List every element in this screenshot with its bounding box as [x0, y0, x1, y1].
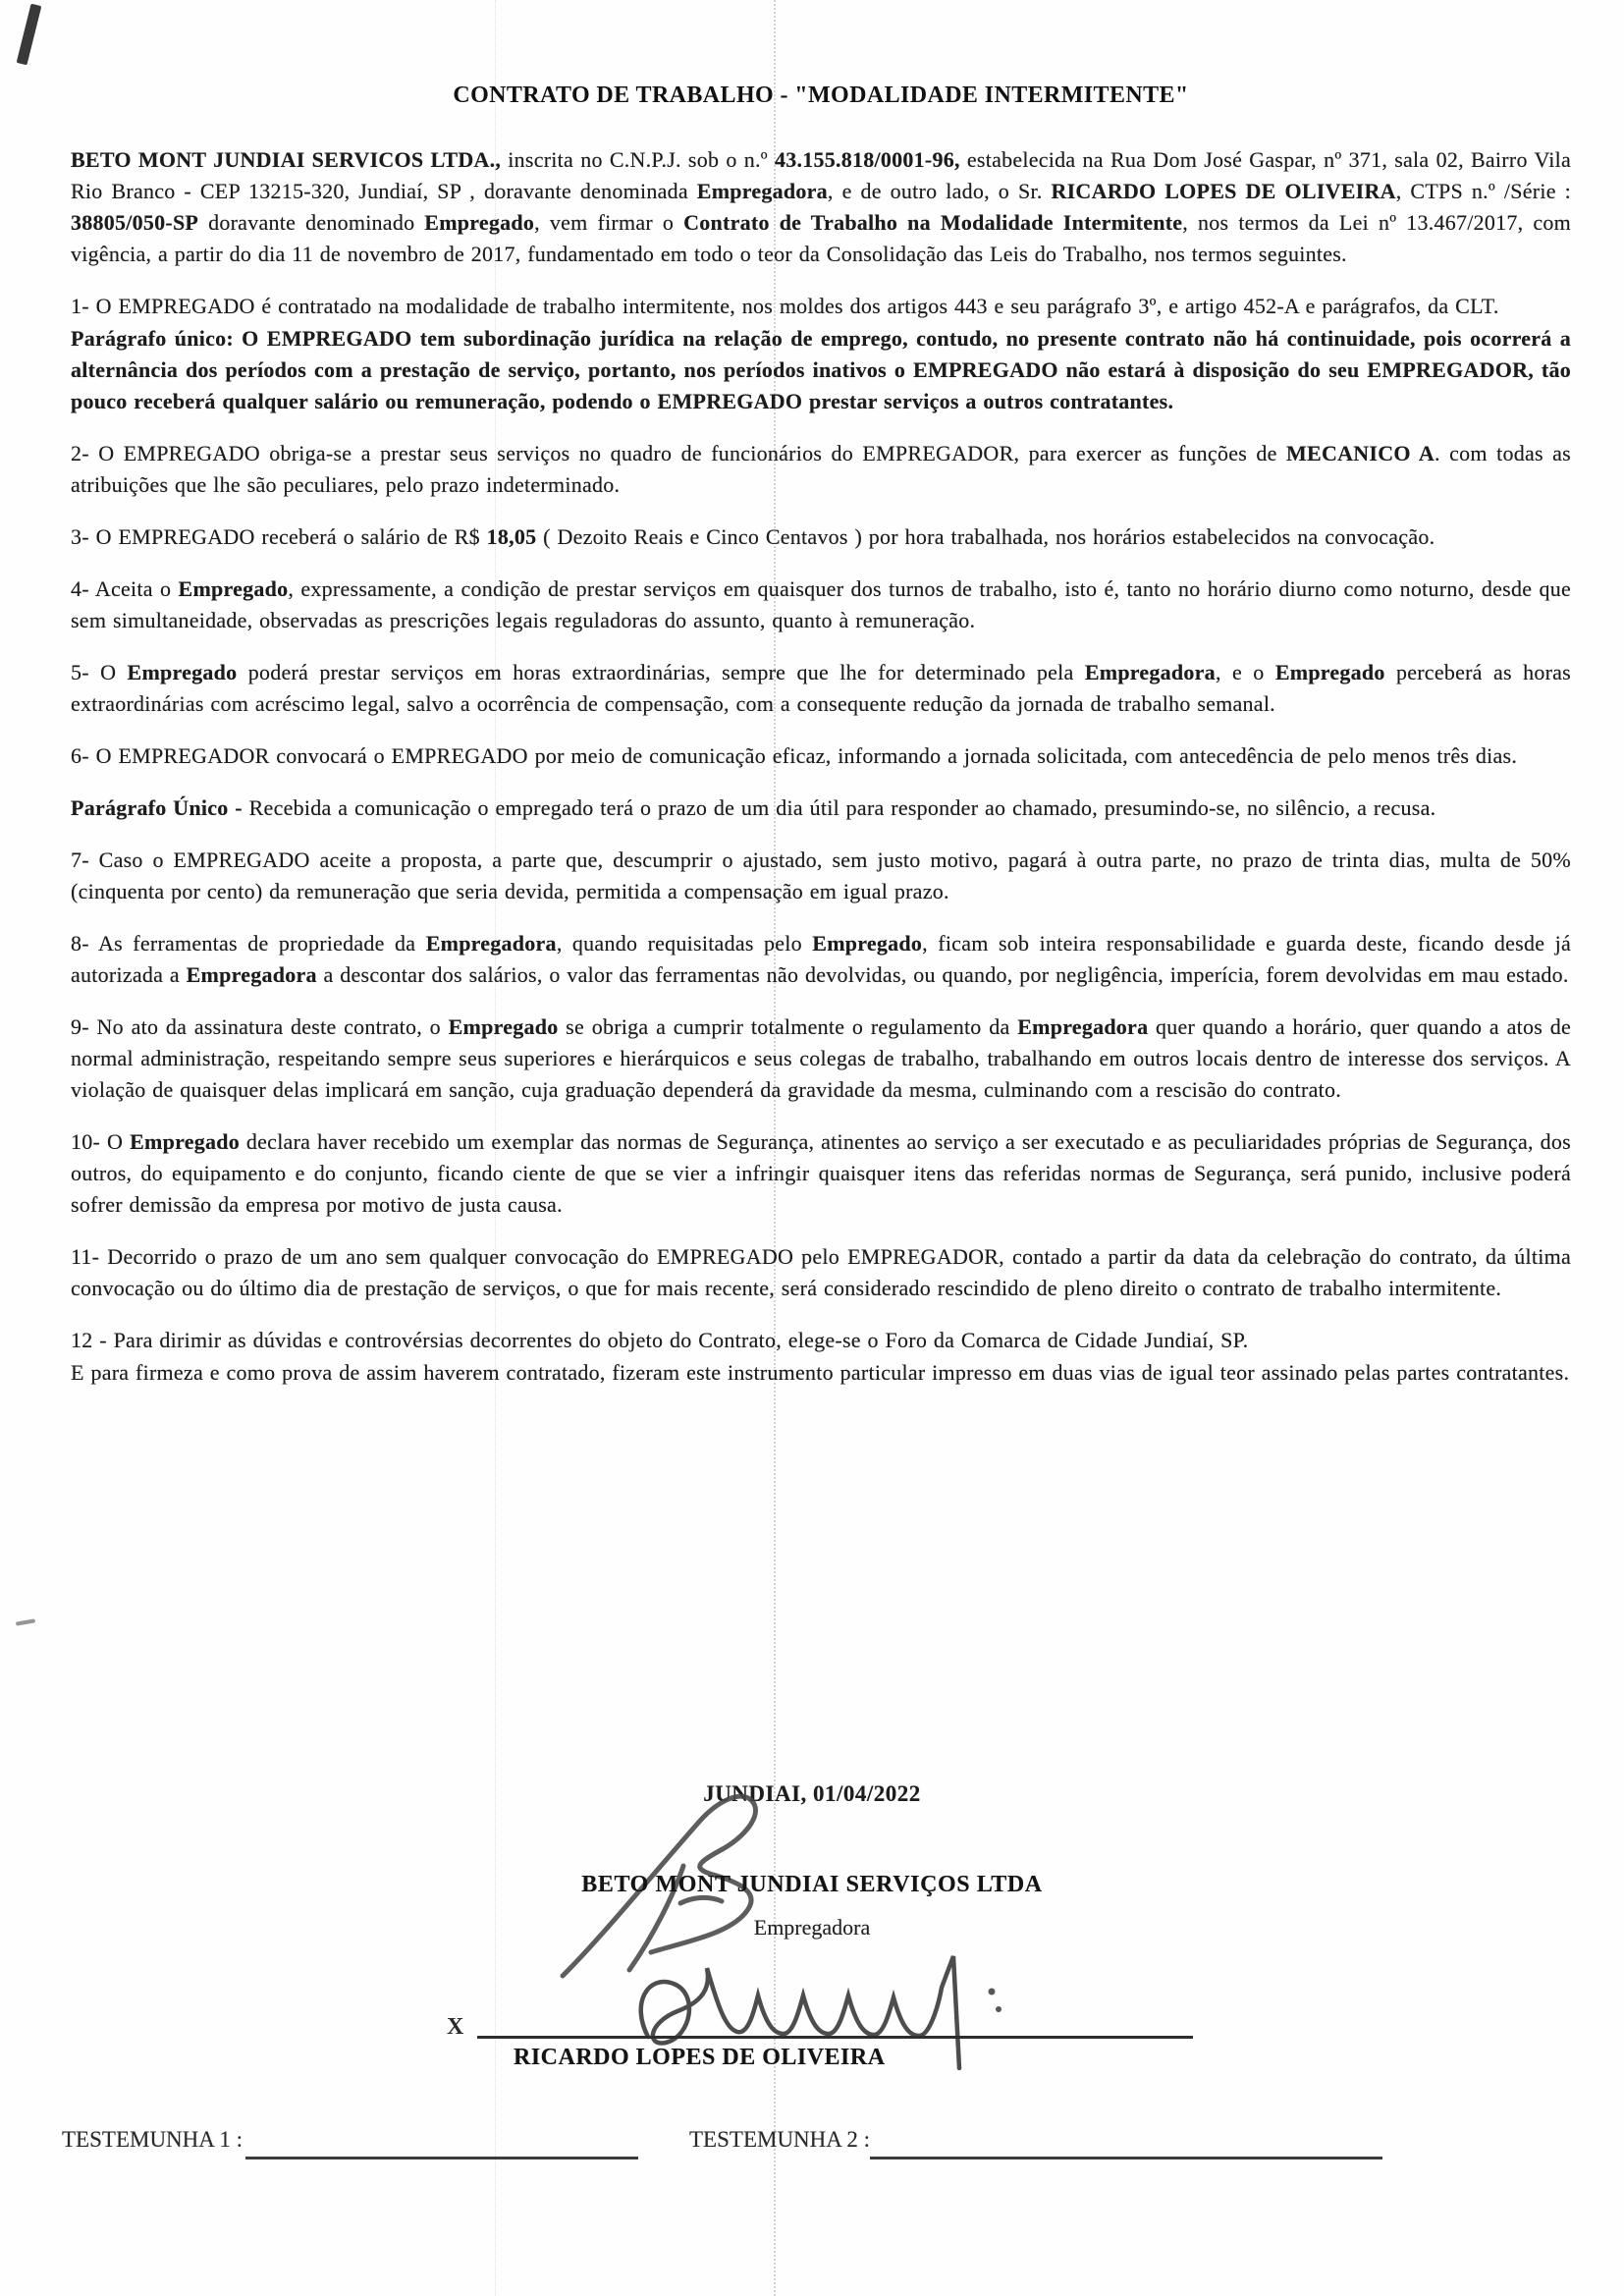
contract-body	[71, 82, 1571, 1389]
witness-2-line	[870, 2121, 1382, 2159]
witness-2-label: TESTEMUNHA 2 :	[689, 2127, 870, 2152]
clause-7: 7- Caso o EMPREGADO aceite a proposta, a parte que, descumprir o ajustado, sem justo motivo, pagará à outra parte, no prazo de trinta dias, multa de 50% (cinquenta por cento) da remuneração que seria devida, permitida a compensação em igual prazo.	[71, 847, 1571, 903]
clause-6-sole-paragraph: Parágrafo Único - Recebida a comunicação o empregado terá o prazo de um dia útil para responder ao chamado, presumindo-se, no silêncio, a recusa.	[71, 795, 1436, 820]
clause-8: 8- As ferramentas de propriedade da Empregadora, quando requisitadas pelo Empregado, ficam sob inteira responsabilidade e guarda deste, ficando desde já autorizada a Empregadora a descontar dos salários, o valor das ferramentas não devolvidas, ou quando, por negligência, imperícia, forem devolvidas em mau estado.	[71, 931, 1571, 987]
scan-artifact-margin-dash	[16, 1618, 35, 1625]
clause-3: 3- O EMPREGADO receberá o salário de R$ 18,05 ( Dezoito Reais e Cinco Centavos ) por hora trabalhada, nos horários estabelecidos na convocação.	[71, 524, 1435, 549]
scan-artifact-top-left	[17, 4, 42, 66]
witness-1-line	[245, 2121, 638, 2159]
clause-1-sole-paragraph: Parágrafo único: O EMPREGADO tem subordinação jurídica na relação de emprego, contudo, no presente contrato não há continuidade, pois ocorrerá a alternância dos períodos com a prestação de serviço, portanto, nos períodos inativos o EMPREGADO não estará à disposição do seu EMPREGADOR, tão pouco receberá qualquer salário ou remuneração, podendo o EMPREGADO prestar serviços a outros contratantes.	[71, 326, 1571, 413]
clause-12: 12 - Para dirimir as dúvidas e controvérsias decorrentes do objeto do Contrato, elege-se o Foro da Comarca de Cidade Jundiaí, SP.	[71, 1328, 1249, 1352]
witness-1-label: TESTEMUNHA 1 :	[62, 2127, 243, 2152]
date-line: JUNDIAI, 01/04/2022	[703, 1781, 921, 1806]
closing-statement: E para firmeza e como prova de assim haverem contratado, fizeram este instrumento particular impresso em duas vias de igual teor assinado pelas partes contratantes.	[71, 1360, 1570, 1385]
clause-2: 2- O EMPREGADO obriga-se a prestar seus serviços no quadro de funcionários do EMPREGADOR, para exercer as funções de MECANICO A. com todas as atribuições que lhe são peculiares, pelo prazo indeterminado.	[71, 441, 1571, 497]
contract-intro: BETO MONT JUNDIAI SERVICOS LTDA., inscrita no C.N.P.J. sob o n.º 43.155.818/0001-96, estabelecida na Rua Dom José Gaspar, nº 371, sala 02, Bairro Vila Rio Branco - CEP 13215-320, Jundiaí, SP , doravante denominada Empregadora, e de outro lado, o Sr. RICARDO LOPES DE OLIVEIRA, CTPS n.º /Série : 38805/050-SP doravante denominado Empregado, vem firmar o Contrato de Trabalho na Modalidade Intermitente, nos termos da Lei nº 13.467/2017, com vigência, a partir do dia 11 de novembro de 2017, fundamentado em todo o teor da Consolidação das Leis do Trabalho, nos termos seguintes.	[71, 147, 1572, 266]
clause-5: 5- O Empregado poderá prestar serviços em horas extraordinárias, sempre que lhe for determinado pela Empregadora, e o Empregado perceberá as horas extraordinárias com acréscimo legal, salvo a ocorrência de compensação, com a consequente redução da jornada de trabalho semanal.	[71, 660, 1571, 716]
employee-signature-name: RICARDO LOPES DE OLIVEIRA	[514, 2045, 886, 2070]
x-mark: X	[447, 2014, 464, 2040]
clause-1: 1- O EMPREGADO é contratado na modalidade de trabalho intermitente, nos moldes dos artigos 443 e seu parágrafo 3º, e artigo 452-A e parágrafos, da CLT.	[71, 294, 1499, 318]
employee-signature-line	[477, 1996, 1193, 2039]
clause-11: 11- Decorrido o prazo de um ano sem qualquer convocação do EMPREGADO pelo EMPREGADOR, contado a partir da data da celebração do contrato, da última convocação ou do último dia de prestação de serviços, o que for mais recente, será considerado rescindido de pleno direito o contrato de trabalho intermitente.	[71, 1244, 1571, 1300]
company-signature-name: BETO MONT JUNDIAI SERVIÇOS LTDA	[581, 1872, 1043, 1897]
clause-6: 6- O EMPREGADOR convocará o EMPREGADO por meio de comunicação eficaz, informando a jornada solicitada, com antecedência de pelo menos três dias.	[71, 743, 1518, 768]
page-title: CONTRATO DE TRABALHO - "MODALIDADE INTERMITENTE"	[453, 82, 1189, 108]
clause-4: 4- Aceita o Empregado, expressamente, a condição de prestar serviços em quaisquer dos turnos de trabalho, isto é, tanto no horário diurno como noturno, desde que sem simultaneidade, observadas as prescrições legais reguladoras do assunto, quanto à remuneração.	[71, 576, 1571, 632]
clause-9: 9- No ato da assinatura deste contrato, o Empregado se obriga a cumprir totalmente o regulamento da Empregadora quer quando a horário, quer quando a atos de normal administração, respeitando sempre seus superiores e hierárquicos e seus colegas de trabalho, trabalhando em outros locais dentro de interesse dos serviços. A violação de quaisquer delas implicará em sanção, cuja graduação dependerá da gravidade da mesma, culminando com a rescisão do contrato.	[71, 1014, 1571, 1102]
company-role-label: Empregadora	[753, 1915, 871, 1940]
clause-10: 10- O Empregado declara haver recebido um exemplar das normas de Segurança, atinentes ao serviço a ser executado e as peculiaridades próprias de Segurança, dos outros, do equipamento e do conjunto, ficando ciente de que se vier a infringir quaisquer itens das referidas normas de Segurança, será punido, inclusive poderá sofrer demissão da empresa por motivo de justa causa.	[71, 1129, 1571, 1217]
employee-signature-row	[447, 1994, 1193, 2039]
